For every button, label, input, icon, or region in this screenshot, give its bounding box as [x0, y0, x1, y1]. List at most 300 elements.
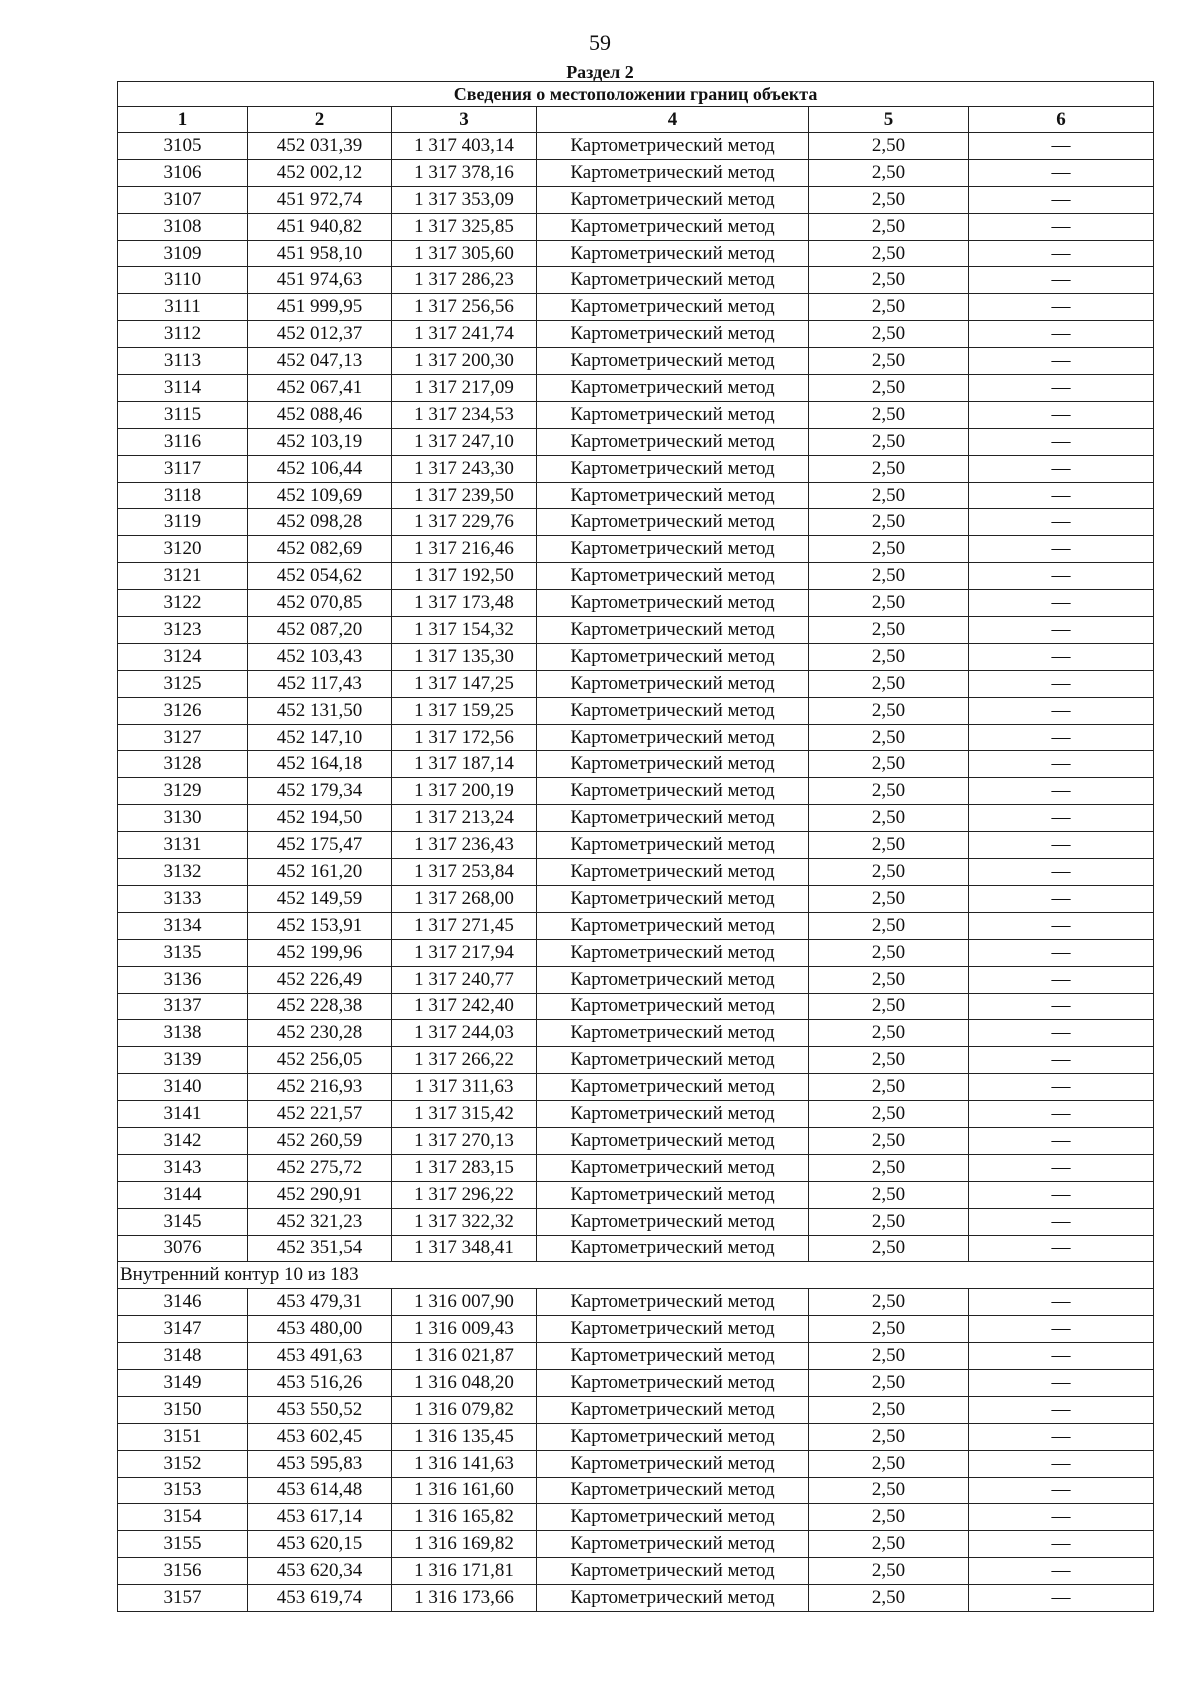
accuracy-cell: 2,50 [809, 1047, 969, 1074]
method-cell: Картометрический метод [537, 375, 809, 402]
point-number-cell: 3112 [118, 321, 248, 348]
description-cell: — [969, 966, 1154, 993]
x-coordinate-cell: 453 602,45 [248, 1423, 392, 1450]
table-row [118, 643, 1154, 670]
y-coordinate-cell: 1 317 159,25 [392, 697, 537, 724]
x-coordinate-cell: 452 230,28 [248, 1020, 392, 1047]
method-cell: Картометрический метод [537, 1181, 809, 1208]
table-row [118, 859, 1154, 886]
table-row [118, 993, 1154, 1020]
point-number-cell: 3157 [118, 1585, 248, 1612]
point-number-cell: 3116 [118, 428, 248, 455]
section-title: Раздел 2 [566, 62, 634, 82]
description-cell: — [969, 724, 1154, 751]
method-cell: Картометрический метод [537, 670, 809, 697]
point-number-cell: 3148 [118, 1343, 248, 1370]
table-row [118, 1181, 1154, 1208]
accuracy-cell: 2,50 [809, 1450, 969, 1477]
point-number-cell: 3149 [118, 1369, 248, 1396]
x-coordinate-cell: 453 619,74 [248, 1585, 392, 1612]
method-cell: Картометрический метод [537, 1396, 809, 1423]
x-coordinate-cell: 452 256,05 [248, 1047, 392, 1074]
accuracy-cell: 2,50 [809, 455, 969, 482]
x-coordinate-cell: 452 031,39 [248, 133, 392, 160]
accuracy-cell: 2,50 [809, 1101, 969, 1128]
x-coordinate-cell: 452 002,12 [248, 159, 392, 186]
accuracy-cell: 2,50 [809, 186, 969, 213]
method-cell: Картометрический метод [537, 1101, 809, 1128]
x-coordinate-cell: 451 974,63 [248, 267, 392, 294]
point-number-cell: 3129 [118, 778, 248, 805]
method-cell: Картометрический метод [537, 186, 809, 213]
y-coordinate-cell: 1 316 161,60 [392, 1477, 537, 1504]
table-row [118, 1585, 1154, 1612]
table-row [118, 1020, 1154, 1047]
description-cell: — [969, 1477, 1154, 1504]
point-number-cell: 3128 [118, 751, 248, 778]
point-number-cell: 3111 [118, 294, 248, 321]
method-cell: Картометрический метод [537, 939, 809, 966]
column-number: 3 [392, 107, 537, 133]
table-row [118, 563, 1154, 590]
table-row [118, 1127, 1154, 1154]
accuracy-cell: 2,50 [809, 1127, 969, 1154]
description-cell: — [969, 1289, 1154, 1316]
x-coordinate-cell: 452 103,43 [248, 643, 392, 670]
description-cell: — [969, 133, 1154, 160]
method-cell: Картометрический метод [537, 1585, 809, 1612]
point-number-cell: 3134 [118, 912, 248, 939]
method-cell: Картометрический метод [537, 455, 809, 482]
accuracy-cell: 2,50 [809, 1396, 969, 1423]
y-coordinate-cell: 1 317 240,77 [392, 966, 537, 993]
table-row [118, 509, 1154, 536]
method-cell: Картометрический метод [537, 1504, 809, 1531]
description-cell: — [969, 1154, 1154, 1181]
point-number-cell: 3115 [118, 401, 248, 428]
y-coordinate-cell: 1 317 173,48 [392, 590, 537, 617]
column-number: 2 [248, 107, 392, 133]
x-coordinate-cell: 452 082,69 [248, 536, 392, 563]
description-cell: — [969, 778, 1154, 805]
accuracy-cell: 2,50 [809, 751, 969, 778]
description-cell: — [969, 509, 1154, 536]
x-coordinate-cell: 452 290,91 [248, 1181, 392, 1208]
x-coordinate-cell: 453 620,34 [248, 1558, 392, 1585]
x-coordinate-cell: 452 012,37 [248, 321, 392, 348]
accuracy-cell: 2,50 [809, 401, 969, 428]
accuracy-cell: 2,50 [809, 1154, 969, 1181]
description-cell: — [969, 1316, 1154, 1343]
description-cell: — [969, 1531, 1154, 1558]
accuracy-cell: 2,50 [809, 643, 969, 670]
description-cell: — [969, 267, 1154, 294]
x-coordinate-cell: 453 516,26 [248, 1369, 392, 1396]
method-cell: Картометрический метод [537, 536, 809, 563]
table-row [118, 186, 1154, 213]
description-cell: — [969, 1423, 1154, 1450]
point-number-cell: 3124 [118, 643, 248, 670]
accuracy-cell: 2,50 [809, 670, 969, 697]
accuracy-cell: 2,50 [809, 1558, 969, 1585]
accuracy-cell: 2,50 [809, 240, 969, 267]
point-number-cell: 3138 [118, 1020, 248, 1047]
y-coordinate-cell: 1 316 048,20 [392, 1369, 537, 1396]
accuracy-cell: 2,50 [809, 536, 969, 563]
table-row [118, 912, 1154, 939]
x-coordinate-cell: 452 067,41 [248, 375, 392, 402]
y-coordinate-cell: 1 316 171,81 [392, 1558, 537, 1585]
x-coordinate-cell: 452 226,49 [248, 966, 392, 993]
description-cell: — [969, 1047, 1154, 1074]
method-cell: Картометрический метод [537, 805, 809, 832]
accuracy-cell: 2,50 [809, 133, 969, 160]
description-cell: — [969, 1396, 1154, 1423]
x-coordinate-cell: 451 972,74 [248, 186, 392, 213]
y-coordinate-cell: 1 317 242,40 [392, 993, 537, 1020]
accuracy-cell: 2,50 [809, 563, 969, 590]
accuracy-cell: 2,50 [809, 1369, 969, 1396]
description-cell: — [969, 670, 1154, 697]
method-cell: Картометрический метод [537, 1531, 809, 1558]
point-number-cell: 3122 [118, 590, 248, 617]
y-coordinate-cell: 1 317 243,30 [392, 455, 537, 482]
accuracy-cell: 2,50 [809, 1343, 969, 1370]
table-row [118, 1558, 1154, 1585]
x-coordinate-cell: 452 106,44 [248, 455, 392, 482]
point-number-cell: 3133 [118, 885, 248, 912]
method-cell: Картометрический метод [537, 1289, 809, 1316]
description-cell: — [969, 1343, 1154, 1370]
contour-label: Внутренний контур 10 из 183 [118, 1262, 1154, 1289]
point-number-cell: 3127 [118, 724, 248, 751]
y-coordinate-cell: 1 317 236,43 [392, 832, 537, 859]
x-coordinate-cell: 451 958,10 [248, 240, 392, 267]
method-cell: Картометрический метод [537, 294, 809, 321]
point-number-cell: 3136 [118, 966, 248, 993]
description-cell: — [969, 375, 1154, 402]
description-cell: — [969, 482, 1154, 509]
method-cell: Картометрический метод [537, 993, 809, 1020]
point-number-cell: 3114 [118, 375, 248, 402]
column-number-row [118, 107, 1154, 133]
point-number-cell: 3108 [118, 213, 248, 240]
column-number: 6 [969, 107, 1154, 133]
table-row [118, 375, 1154, 402]
table-row [118, 617, 1154, 644]
x-coordinate-cell: 453 617,14 [248, 1504, 392, 1531]
accuracy-cell: 2,50 [809, 590, 969, 617]
description-cell: — [969, 832, 1154, 859]
method-cell: Картометрический метод [537, 617, 809, 644]
point-number-cell: 3119 [118, 509, 248, 536]
y-coordinate-cell: 1 317 239,50 [392, 482, 537, 509]
table-row [118, 1154, 1154, 1181]
point-number-cell: 3125 [118, 670, 248, 697]
method-cell: Картометрический метод [537, 724, 809, 751]
accuracy-cell: 2,50 [809, 724, 969, 751]
x-coordinate-cell: 452 321,23 [248, 1208, 392, 1235]
table-row [118, 1531, 1154, 1558]
table-row [118, 966, 1154, 993]
method-cell: Картометрический метод [537, 697, 809, 724]
x-coordinate-cell: 452 149,59 [248, 885, 392, 912]
point-number-cell: 3143 [118, 1154, 248, 1181]
table-row [118, 1504, 1154, 1531]
accuracy-cell: 2,50 [809, 885, 969, 912]
method-cell: Картометрический метод [537, 401, 809, 428]
method-cell: Картометрический метод [537, 912, 809, 939]
description-cell: — [969, 805, 1154, 832]
accuracy-cell: 2,50 [809, 294, 969, 321]
x-coordinate-cell: 451 940,82 [248, 213, 392, 240]
x-coordinate-cell: 452 098,28 [248, 509, 392, 536]
accuracy-cell: 2,50 [809, 1074, 969, 1101]
point-number-cell: 3156 [118, 1558, 248, 1585]
accuracy-cell: 2,50 [809, 1585, 969, 1612]
table-row [118, 133, 1154, 160]
table-row [118, 939, 1154, 966]
x-coordinate-cell: 452 088,46 [248, 401, 392, 428]
accuracy-cell: 2,50 [809, 267, 969, 294]
x-coordinate-cell: 452 175,47 [248, 832, 392, 859]
table-row [118, 697, 1154, 724]
y-coordinate-cell: 1 316 165,82 [392, 1504, 537, 1531]
method-cell: Картометрический метод [537, 509, 809, 536]
description-cell: — [969, 213, 1154, 240]
point-number-cell: 3137 [118, 993, 248, 1020]
column-number: 5 [809, 107, 969, 133]
description-cell: — [969, 186, 1154, 213]
description-cell: — [969, 1235, 1154, 1262]
method-cell: Картометрический метод [537, 1369, 809, 1396]
method-cell: Картометрический метод [537, 240, 809, 267]
point-number-cell: 3123 [118, 617, 248, 644]
point-number-cell: 3105 [118, 133, 248, 160]
point-number-cell: 3110 [118, 267, 248, 294]
point-number-cell: 3154 [118, 1504, 248, 1531]
point-number-cell: 3121 [118, 563, 248, 590]
description-cell: — [969, 294, 1154, 321]
accuracy-cell: 2,50 [809, 1020, 969, 1047]
table-row [118, 321, 1154, 348]
x-coordinate-cell: 452 161,20 [248, 859, 392, 886]
y-coordinate-cell: 1 317 270,13 [392, 1127, 537, 1154]
x-coordinate-cell: 453 480,00 [248, 1316, 392, 1343]
method-cell: Картометрический метод [537, 348, 809, 375]
method-cell: Картометрический метод [537, 428, 809, 455]
y-coordinate-cell: 1 316 135,45 [392, 1423, 537, 1450]
point-number-cell: 3107 [118, 186, 248, 213]
description-cell: — [969, 536, 1154, 563]
description-cell: — [969, 563, 1154, 590]
x-coordinate-cell: 452 131,50 [248, 697, 392, 724]
method-cell: Картометрический метод [537, 267, 809, 294]
table-row [118, 482, 1154, 509]
accuracy-cell: 2,50 [809, 482, 969, 509]
method-cell: Картометрический метод [537, 966, 809, 993]
point-number-cell: 3139 [118, 1047, 248, 1074]
x-coordinate-cell: 452 260,59 [248, 1127, 392, 1154]
description-cell: — [969, 1127, 1154, 1154]
table-row [118, 751, 1154, 778]
x-coordinate-cell: 453 479,31 [248, 1289, 392, 1316]
y-coordinate-cell: 1 317 216,46 [392, 536, 537, 563]
x-coordinate-cell: 453 614,48 [248, 1477, 392, 1504]
table-row [118, 832, 1154, 859]
description-cell: — [969, 159, 1154, 186]
x-coordinate-cell: 453 491,63 [248, 1343, 392, 1370]
method-cell: Картометрический метод [537, 1235, 809, 1262]
y-coordinate-cell: 1 317 348,41 [392, 1235, 537, 1262]
table-row [118, 1369, 1154, 1396]
table-row [118, 294, 1154, 321]
x-coordinate-cell: 452 221,57 [248, 1101, 392, 1128]
y-coordinate-cell: 1 317 378,16 [392, 159, 537, 186]
accuracy-cell: 2,50 [809, 966, 969, 993]
description-cell: — [969, 1450, 1154, 1477]
accuracy-cell: 2,50 [809, 1208, 969, 1235]
method-cell: Картометрический метод [537, 133, 809, 160]
point-number-cell: 3152 [118, 1450, 248, 1477]
accuracy-cell: 2,50 [809, 1531, 969, 1558]
method-cell: Картометрический метод [537, 1208, 809, 1235]
point-number-cell: 3146 [118, 1289, 248, 1316]
method-cell: Картометрический метод [537, 213, 809, 240]
y-coordinate-cell: 1 317 315,42 [392, 1101, 537, 1128]
x-coordinate-cell: 453 620,15 [248, 1531, 392, 1558]
description-cell: — [969, 859, 1154, 886]
x-coordinate-cell: 452 216,93 [248, 1074, 392, 1101]
accuracy-cell: 2,50 [809, 321, 969, 348]
column-number: 1 [118, 107, 248, 133]
accuracy-cell: 2,50 [809, 1423, 969, 1450]
y-coordinate-cell: 1 317 217,94 [392, 939, 537, 966]
method-cell: Картометрический метод [537, 859, 809, 886]
table-caption: Сведения о местоположении границ объекта [118, 82, 1154, 107]
point-number-cell: 3153 [118, 1477, 248, 1504]
table-row [118, 1450, 1154, 1477]
accuracy-cell: 2,50 [809, 1181, 969, 1208]
point-number-cell: 3113 [118, 348, 248, 375]
y-coordinate-cell: 1 317 200,19 [392, 778, 537, 805]
description-cell: — [969, 1074, 1154, 1101]
method-cell: Картометрический метод [537, 1477, 809, 1504]
table-row [118, 348, 1154, 375]
table-row [118, 590, 1154, 617]
table-row [118, 1343, 1154, 1370]
method-cell: Картометрический метод [537, 885, 809, 912]
column-number: 4 [537, 107, 809, 133]
method-cell: Картометрический метод [537, 159, 809, 186]
table-row [118, 455, 1154, 482]
x-coordinate-cell: 452 147,10 [248, 724, 392, 751]
method-cell: Картометрический метод [537, 1316, 809, 1343]
x-coordinate-cell: 452 199,96 [248, 939, 392, 966]
contour-section [118, 1262, 1154, 1289]
x-coordinate-cell: 452 087,20 [248, 617, 392, 644]
point-number-cell: 3135 [118, 939, 248, 966]
page-number: 59 [589, 30, 611, 55]
method-cell: Картометрический метод [537, 563, 809, 590]
description-cell: — [969, 643, 1154, 670]
description-cell: — [969, 1558, 1154, 1585]
boundary-table [117, 81, 1154, 1612]
table-row [118, 805, 1154, 832]
accuracy-cell: 2,50 [809, 509, 969, 536]
table-row [118, 536, 1154, 563]
method-cell: Картометрический метод [537, 643, 809, 670]
contour-row [118, 1262, 1154, 1289]
table-row [118, 1235, 1154, 1262]
point-number-cell: 3126 [118, 697, 248, 724]
y-coordinate-cell: 1 317 403,14 [392, 133, 537, 160]
accuracy-cell: 2,50 [809, 939, 969, 966]
description-cell: — [969, 1208, 1154, 1235]
method-cell: Картометрический метод [537, 778, 809, 805]
accuracy-cell: 2,50 [809, 1477, 969, 1504]
y-coordinate-cell: 1 317 147,25 [392, 670, 537, 697]
table-row [118, 401, 1154, 428]
table-row [118, 213, 1154, 240]
y-coordinate-cell: 1 317 253,84 [392, 859, 537, 886]
method-cell: Картометрический метод [537, 1558, 809, 1585]
point-number-cell: 3141 [118, 1101, 248, 1128]
table-row [118, 1289, 1154, 1316]
accuracy-cell: 2,50 [809, 213, 969, 240]
table-row [118, 724, 1154, 751]
x-coordinate-cell: 451 999,95 [248, 294, 392, 321]
method-cell: Картометрический метод [537, 1074, 809, 1101]
table-row [118, 1316, 1154, 1343]
y-coordinate-cell: 1 317 247,10 [392, 428, 537, 455]
point-number-cell: 3155 [118, 1531, 248, 1558]
description-cell: — [969, 912, 1154, 939]
table-row [118, 885, 1154, 912]
x-coordinate-cell: 452 351,54 [248, 1235, 392, 1262]
y-coordinate-cell: 1 317 187,14 [392, 751, 537, 778]
table-row [118, 1074, 1154, 1101]
y-coordinate-cell: 1 317 271,45 [392, 912, 537, 939]
description-cell: — [969, 1020, 1154, 1047]
accuracy-cell: 2,50 [809, 348, 969, 375]
x-coordinate-cell: 452 179,34 [248, 778, 392, 805]
x-coordinate-cell: 452 103,19 [248, 428, 392, 455]
method-cell: Картометрический метод [537, 1343, 809, 1370]
accuracy-cell: 2,50 [809, 912, 969, 939]
description-cell: — [969, 455, 1154, 482]
y-coordinate-cell: 1 316 079,82 [392, 1396, 537, 1423]
y-coordinate-cell: 1 316 021,87 [392, 1343, 537, 1370]
y-coordinate-cell: 1 316 007,90 [392, 1289, 537, 1316]
point-number-cell: 3132 [118, 859, 248, 886]
x-coordinate-cell: 452 070,85 [248, 590, 392, 617]
point-number-cell: 3150 [118, 1396, 248, 1423]
y-coordinate-cell: 1 317 200,30 [392, 348, 537, 375]
accuracy-cell: 2,50 [809, 859, 969, 886]
point-number-cell: 3109 [118, 240, 248, 267]
description-cell: — [969, 939, 1154, 966]
table-row [118, 240, 1154, 267]
y-coordinate-cell: 1 317 256,56 [392, 294, 537, 321]
table-row [118, 1396, 1154, 1423]
description-cell: — [969, 1504, 1154, 1531]
y-coordinate-cell: 1 317 296,22 [392, 1181, 537, 1208]
y-coordinate-cell: 1 317 283,15 [392, 1154, 537, 1181]
y-coordinate-cell: 1 317 192,50 [392, 563, 537, 590]
accuracy-cell: 2,50 [809, 428, 969, 455]
y-coordinate-cell: 1 317 241,74 [392, 321, 537, 348]
